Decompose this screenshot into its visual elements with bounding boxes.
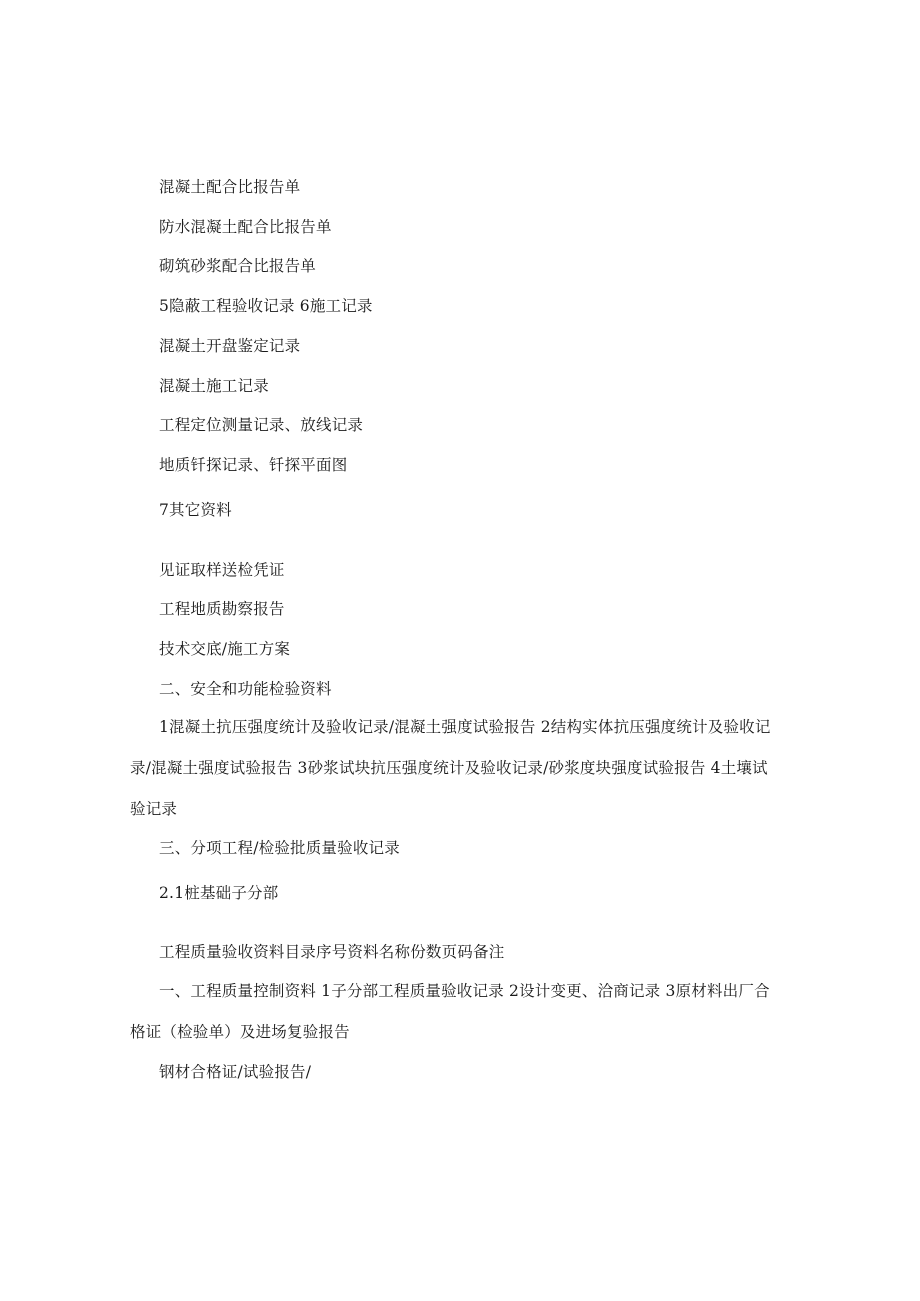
doc-line-concrete-mix-report: 混凝土配合比报告单: [159, 178, 301, 196]
doc-line-geological-probe-record: 地质钎探记录、钎探平面图: [159, 456, 348, 474]
doc-heading-subitem-records: 三、分项工程/检验批质量验收记录: [159, 839, 400, 857]
doc-line-geological-survey-report: 工程地质勘察报告: [159, 600, 285, 618]
doc-paragraph-quality-control: 一、工程质量控制资料 1子分部工程质量验收记录 2设计变更、洽商记录 3原材料出厂合格证（检验单）及进场复验报告: [130, 982, 770, 1041]
doc-line-concealed-works-record: 5隐蔽工程验收记录 6施工记录: [159, 297, 373, 315]
doc-heading-safety-function: 二、安全和功能检验资料: [159, 680, 332, 698]
doc-line-masonry-mortar-mix-report: 砌筑砂浆配合比报告单: [159, 257, 317, 275]
doc-line-other-materials: 7其它资料: [159, 501, 232, 519]
doc-line-concrete-batching-record: 混凝土开盘鉴定记录: [159, 337, 301, 355]
doc-line-steel-certificate: 钢材合格证/试验报告/: [159, 1063, 312, 1081]
doc-line-catalog-header: 工程质量验收资料目录序号资料名称份数页码备注: [159, 943, 505, 961]
doc-line-waterproof-concrete-mix-report: 防水混凝土配合比报告单: [159, 218, 332, 236]
doc-line-witness-sampling: 见证取样送检凭证: [159, 561, 285, 579]
doc-paragraph-strength-statistics: 1混凝土抗压强度统计及验收记录/混凝土强度试验报告 2结构实体抗压强度统计及验收记录/混凝土强度试验报告 3砂浆试块抗压强度统计及验收记录/砂浆度块强度试验报告 4土壤试验记录: [130, 718, 771, 818]
doc-line-concrete-construction-record: 混凝土施工记录: [159, 377, 269, 395]
doc-heading-pile-foundation: 2.1桩基础子分部: [159, 884, 279, 902]
doc-line-technical-briefing: 技术交底/施工方案: [159, 640, 291, 658]
doc-line-survey-record: 工程定位测量记录、放线记录: [159, 416, 364, 434]
